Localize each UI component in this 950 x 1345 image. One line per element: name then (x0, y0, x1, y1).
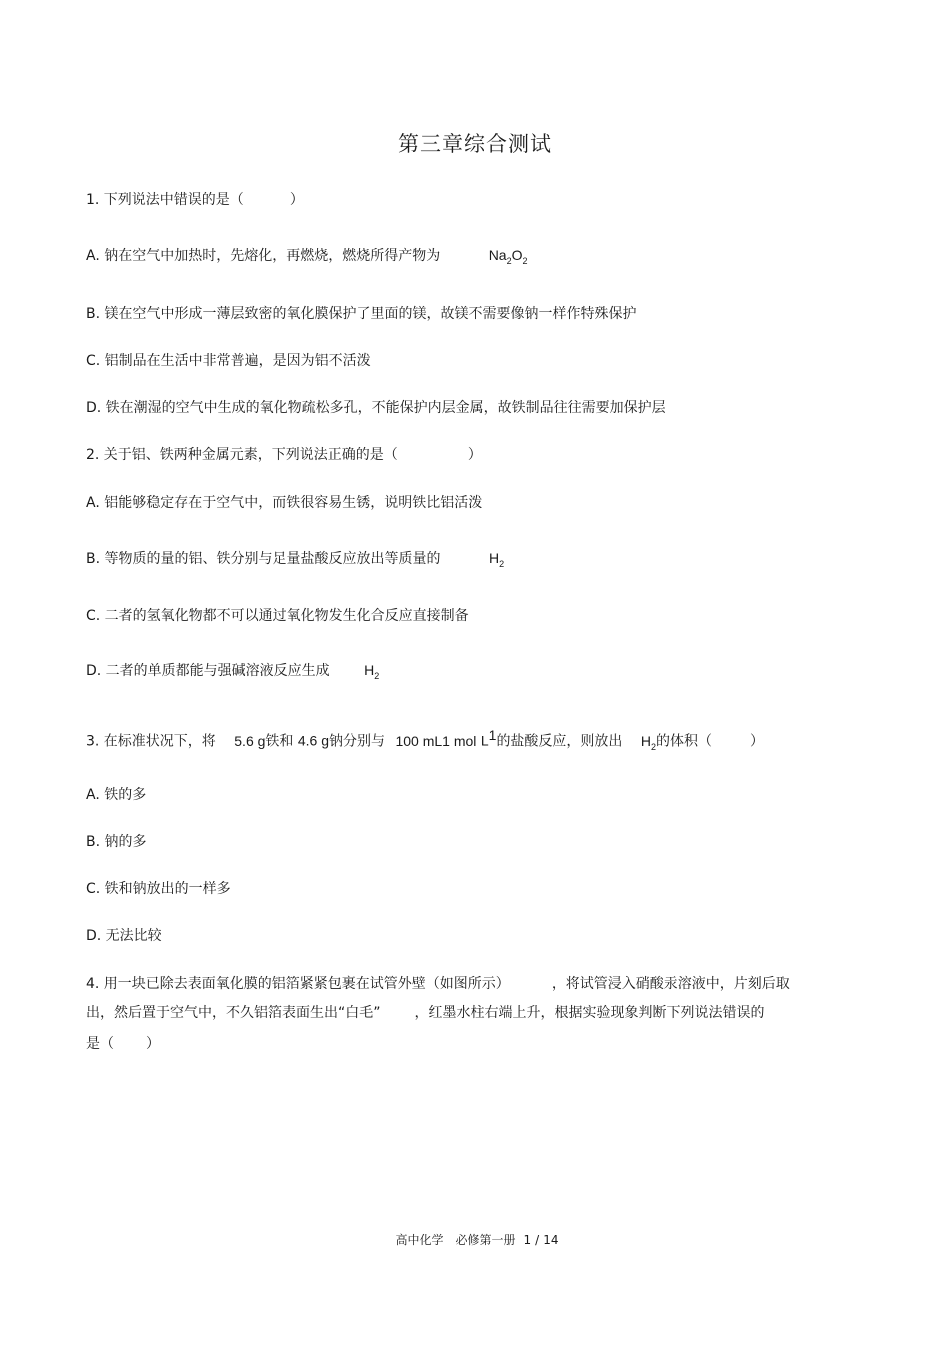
footer-subject: 高中化学 (395, 1233, 444, 1247)
q2-stem-close: ） (467, 447, 482, 463)
q3-option-b: B. 钠的多 (86, 834, 147, 850)
q3-option-a: A. 铁的多 (86, 787, 147, 803)
q4-line-3a: 是（ (86, 1036, 114, 1052)
q2-formula-h2-b: $H_2$ (488, 550, 505, 569)
q1-option-b: B. 镁在空气中形成一薄层致密的氧化膜保护了里面的镁，故镁不需要像钠一样作特殊保护 (86, 306, 637, 322)
q1-stem (86, 189, 304, 209)
q3-option-d: D. 无法比较 (86, 928, 162, 944)
q2-option-b-text: B. 等物质的量的铝、铁分别与足量盐酸反应放出等质量的 (86, 551, 441, 567)
q4-line-3 (86, 1033, 160, 1053)
q3-stem-part2: 铁和 (265, 733, 294, 750)
q1-option-a (86, 245, 528, 266)
q3-stem (86, 727, 764, 751)
q2-option-c: C. 二者的氢氧化物都不可以通过氧化物发生化合反应直接制备 (86, 608, 469, 624)
q3-stem-part3: 钠分别与 (329, 733, 385, 750)
footer-total-pages: 14 (543, 1233, 559, 1247)
q4-line-1 (86, 973, 790, 993)
q2-option-b (86, 548, 504, 569)
q1-stem-close: ） (289, 192, 304, 208)
q4-line-2b: ，红墨水柱右端上升，根据实验现象判断下列说法错误的 (414, 1005, 765, 1021)
footer-page-number: 1 (523, 1233, 532, 1247)
q1-option-d: D. 铁在潮湿的空气中生成的氧化物疏松多孔，不能保护内层金属，故铁制品往往需要加保护层 (86, 400, 666, 416)
q4-line-3-close: ） (146, 1036, 160, 1052)
q3-unit-exponent: 1 (488, 727, 497, 743)
q3-option-c: C. 铁和钠放出的一样多 (86, 881, 231, 897)
q2-stem-text: 2. 关于铝、铁两种金属元素，下列说法正确的是（ (86, 447, 398, 463)
q2-stem (86, 444, 482, 464)
q4-line-1b: ，将试管浸入硝酸汞溶液中，片刻后取 (551, 976, 790, 992)
q3-acid-amount: 100 mL1 mol (395, 732, 477, 749)
q2-option-a: A. 铝能够稳定存在于空气中，而铁很容易生锈，说明铁比铝活泼 (86, 495, 483, 511)
page-title: 第三章综合测试 (398, 132, 552, 156)
q4-line-1a: 4. 用一块已除去表面氧化膜的铝箔紧紧包裹在试管外壁（如图所示） (86, 976, 510, 992)
q4-line-2 (86, 1002, 765, 1022)
q3-formula-h2: $H_2$ (640, 732, 657, 752)
q3-stem-part1: 3. 在标准状况下，将 (86, 733, 216, 750)
q2-option-d (86, 660, 379, 681)
footer-separator: / (535, 1233, 540, 1247)
q1-formula-na2o2: $Na_2O_2$ (488, 247, 528, 266)
q2-option-d-text: D. 二者的单质都能与强碱溶液反应生成 (86, 663, 330, 679)
q3-stem-close: ） (750, 733, 765, 750)
q1-option-c: C. 铝制品在生活中非常普遍，是因为铝不活泼 (86, 353, 371, 369)
q3-unit: L (480, 732, 489, 749)
footer-book: 必修第一册 (455, 1233, 516, 1247)
q1-option-a-text: A. 钠在空气中加热时，先熔化，再燃烧，燃烧所得产物为 (86, 248, 441, 264)
q3-stem-part5: 的体积（ (656, 733, 713, 750)
q2-formula-h2-d: $H_2$ (364, 662, 380, 681)
q3-iron-mass: 5.6 g (234, 732, 266, 749)
q3-stem-part4: 的盐酸反应，则放出 (496, 733, 623, 750)
q4-line-2a: 出，然后置于空气中，不久铝箔表面生出“白毛” (86, 1005, 381, 1021)
q1-stem-text: 1. 下列说法中错误的是（ (86, 192, 244, 208)
page-footer (0, 1231, 950, 1248)
q3-sodium-mass: 4.6 g (297, 732, 329, 749)
